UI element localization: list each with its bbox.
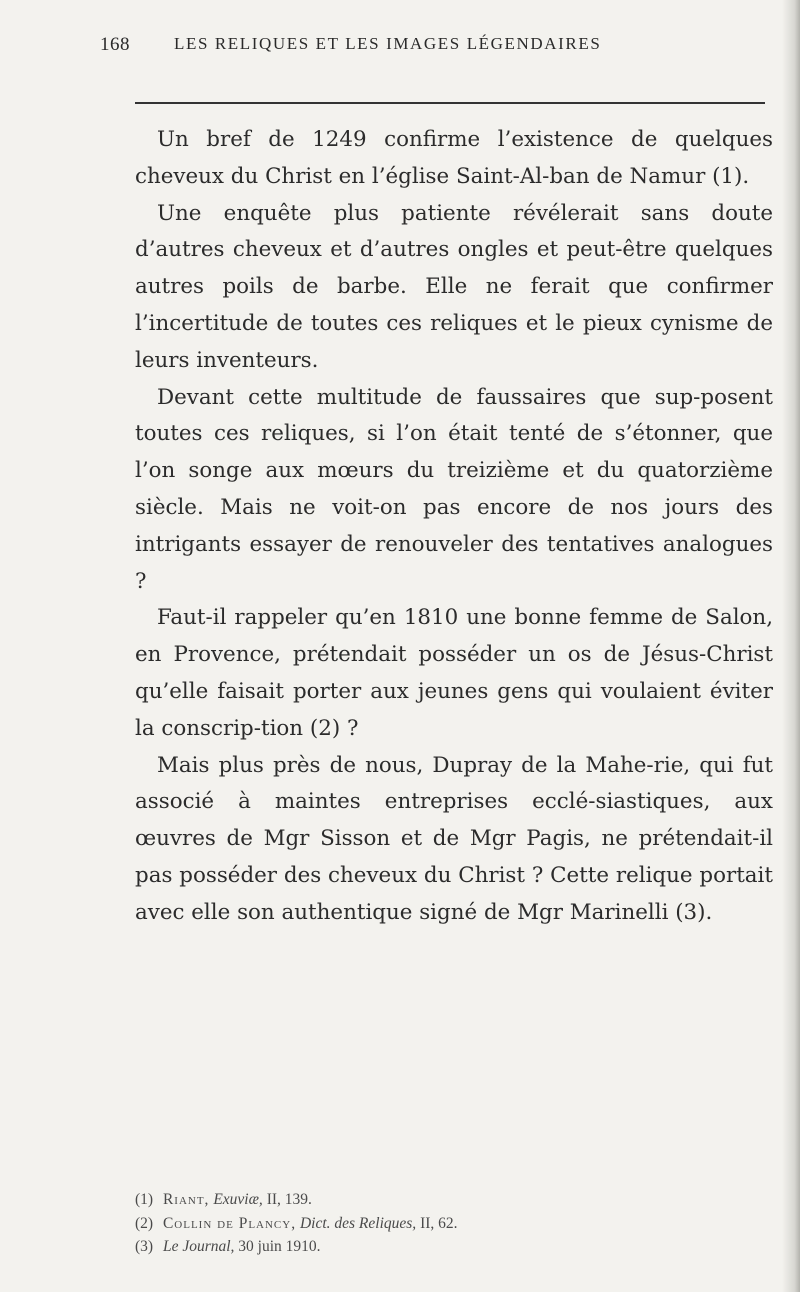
body-text [135,122,773,932]
footnote-1 [135,1188,765,1212]
footnote-2 [135,1212,765,1236]
footnote-3 [135,1235,765,1259]
footnote-title: Exuviæ, [213,1191,263,1208]
footnote-author: Riant, [162,1191,210,1208]
footnote-reference: II, 62. [420,1214,458,1232]
paragraph-4: Faut-il rappeler qu’en 1810 une bonne femme de Salon, en Provence, prétendait posséder un os de Jésus-Christ qu’elle faisait porter aux jeunes gens qui voulaient éviter la conscrip-tion (2) ? [135,605,773,741]
running-head [100,26,790,66]
page-edge-shadow [782,0,800,1292]
footnote-reference: II, 139. [266,1191,312,1208]
footnote-title: Dict. des Reliques, [299,1214,417,1232]
footnote-number: (3) [135,1238,154,1255]
header-rule [135,102,765,104]
running-title: LES RELIQUES ET LES IMAGES LÉGENDAIRES [174,34,602,53]
footnote-title: Le Journal, [162,1238,235,1255]
paragraph-5: Mais plus près de nous, Dupray de la Mahe-rie, qui fut associé à maintes entreprises ecclé-siastiques, aux œuvres de Mgr Sisson et de Mgr Pagis, ne prétendait-il pas posséder des cheveux du Christ ? Cette relique portait avec elle son authentique signé de Mgr Marinelli (3). [135,752,773,925]
paragraph-3: Devant cette multitude de faussaires que sup-posent toutes ces reliques, si l’on était tenté de s’étonner, que l’on songe aux mœurs du treizième et du quatorzième siècle. Mais ne voit-on pas encore de nos jours des intrigants essayer de renouveler des tentatives analogues ? [135,384,773,594]
footnote-author: Collin de Plancy, [162,1214,297,1232]
footnotes [135,1188,765,1259]
paragraph-1: Un bref de 1249 confirme l’existence de quelques cheveux du Christ en l’église Saint-Al-ban de Namur (1). [135,127,773,189]
footnote-reference: 30 juin 1910. [238,1238,321,1255]
footnote-number: (1) [135,1191,154,1208]
paragraph-2: Une enquête plus patiente révélerait sans doute d’autres cheveux et d’autres ongles et peut-être quelques autres poils de barbe. Elle ne ferait que confirmer l’incertitude de toutes ces reliques et le pieux cynisme de leurs inventeurs. [135,200,773,373]
footnote-number: (2) [135,1214,154,1232]
page-number: 168 [100,34,130,55]
